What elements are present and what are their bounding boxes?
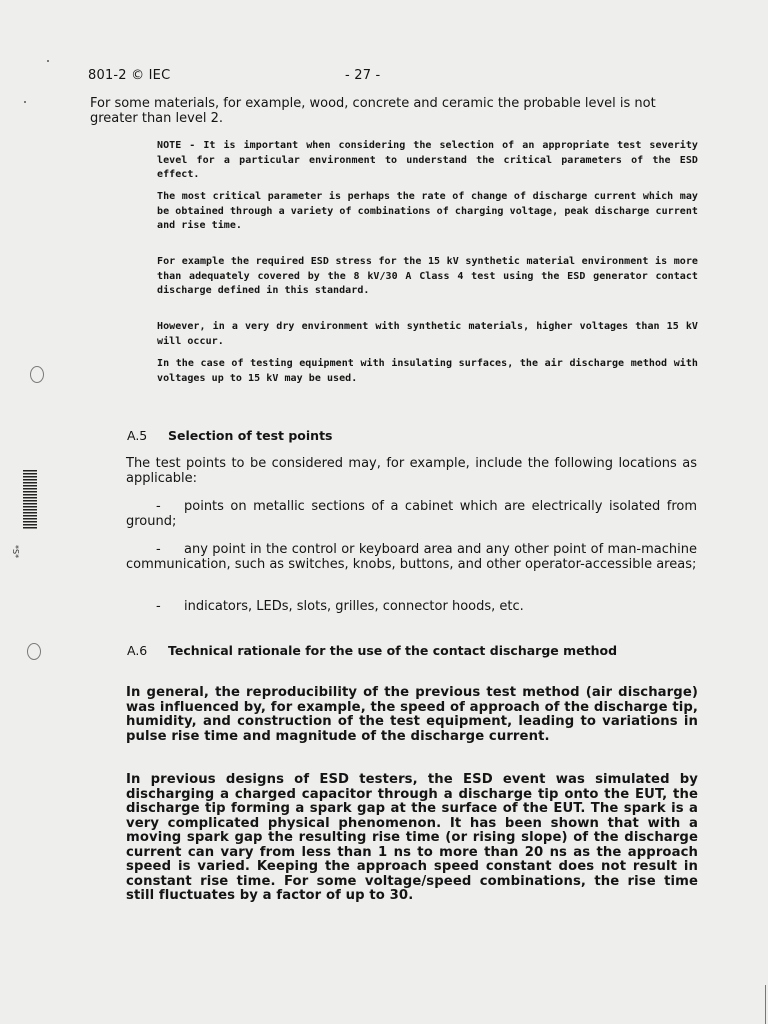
edge-line bbox=[765, 985, 766, 1024]
page-number: - 27 - bbox=[345, 68, 381, 83]
note-paragraph: The most critical parameter is perhaps the rate of change of discharge current which may be obtained through a variety of combinations of charging voltage, peak discharge current and rise time. bbox=[157, 191, 698, 231]
bullet-marker: - bbox=[156, 599, 161, 614]
section-title: Technical rationale for the use of the contact discharge method bbox=[168, 643, 618, 658]
section-number: A.5 bbox=[127, 428, 148, 443]
scan-speck bbox=[24, 101, 26, 103]
list-item-text: points on metallic sections of a cabinet which are electrically isolated from ground; bbox=[126, 499, 697, 529]
note-paragraph: However, in a very dry environment with synthetic materials, higher voltages than 15 kV will occur. bbox=[157, 321, 698, 347]
note-paragraph: NOTE - It is important when considering the selection of an appropriate test severity level for a particular environment to understand the critical parameters of the ESD effect. bbox=[157, 140, 698, 180]
punch-hole-icon bbox=[30, 366, 44, 383]
list-item bbox=[126, 500, 697, 529]
punch-hole-icon bbox=[27, 643, 41, 660]
bullet-marker: - bbox=[156, 542, 161, 557]
document-id: 801-2 © IEC bbox=[88, 68, 171, 83]
note-paragraph: In the case of testing equipment with insulating surfaces, the air discharge method with voltages up to 15 kV may be used. bbox=[157, 358, 698, 384]
list-item-text: any point in the control or keyboard area and any other point of man-machine communication, such as switches, knobs, buttons, and other operator-accessible areas; bbox=[126, 542, 697, 572]
section-title: Selection of test points bbox=[168, 428, 333, 443]
body-paragraph: In general, the reproducibility of the previous test method (air discharge) was influenced by, for example, the speed of approach of the discharge tip, humidity, and construction of the test equipment, leading to variations in pulse rise time and magnitude of the discharge current. bbox=[126, 685, 698, 744]
bullet-marker: - bbox=[156, 499, 161, 514]
list-item bbox=[126, 600, 697, 615]
section-heading-a5 bbox=[127, 428, 332, 443]
list-item-text: indicators, LEDs, slots, grilles, connector hoods, etc. bbox=[184, 599, 524, 614]
section-number: A.6 bbox=[127, 643, 148, 658]
section-heading-a6 bbox=[127, 643, 617, 658]
intro-paragraph: For some materials, for example, wood, concrete and ceramic the probable level is not greater than level 2. bbox=[90, 96, 656, 126]
list-item bbox=[126, 543, 697, 572]
section-lead-paragraph: The test points to be considered may, for example, include the following locations as applicable: bbox=[126, 456, 697, 486]
barcode-icon bbox=[23, 470, 37, 530]
margin-mark: *S* bbox=[11, 545, 20, 559]
scan-speck bbox=[47, 60, 49, 62]
body-paragraph: In previous designs of ESD testers, the ESD event was simulated by discharging a charged capacitor through a discharge tip onto the EUT, the discharge tip forming a spark gap at the surface of the EUT. The spark is a very complicated physical phenomenon. It has been shown that with a moving spark gap the resulting rise time (or rising slope) of the discharge current can vary from less than 1 ns to more than 20 ns as the approach speed is varied. Keeping the approach speed constant does not result in constant rise time. For some voltage/speed combinations, the rise time still fluctuates by a factor of up to 30. bbox=[126, 772, 698, 903]
note-paragraph: For example the required ESD stress for the 15 kV synthetic material environment is more than adequately covered by the 8 kV/30 A Class 4 test using the ESD generator contact discharge defined in this standard. bbox=[157, 256, 698, 296]
